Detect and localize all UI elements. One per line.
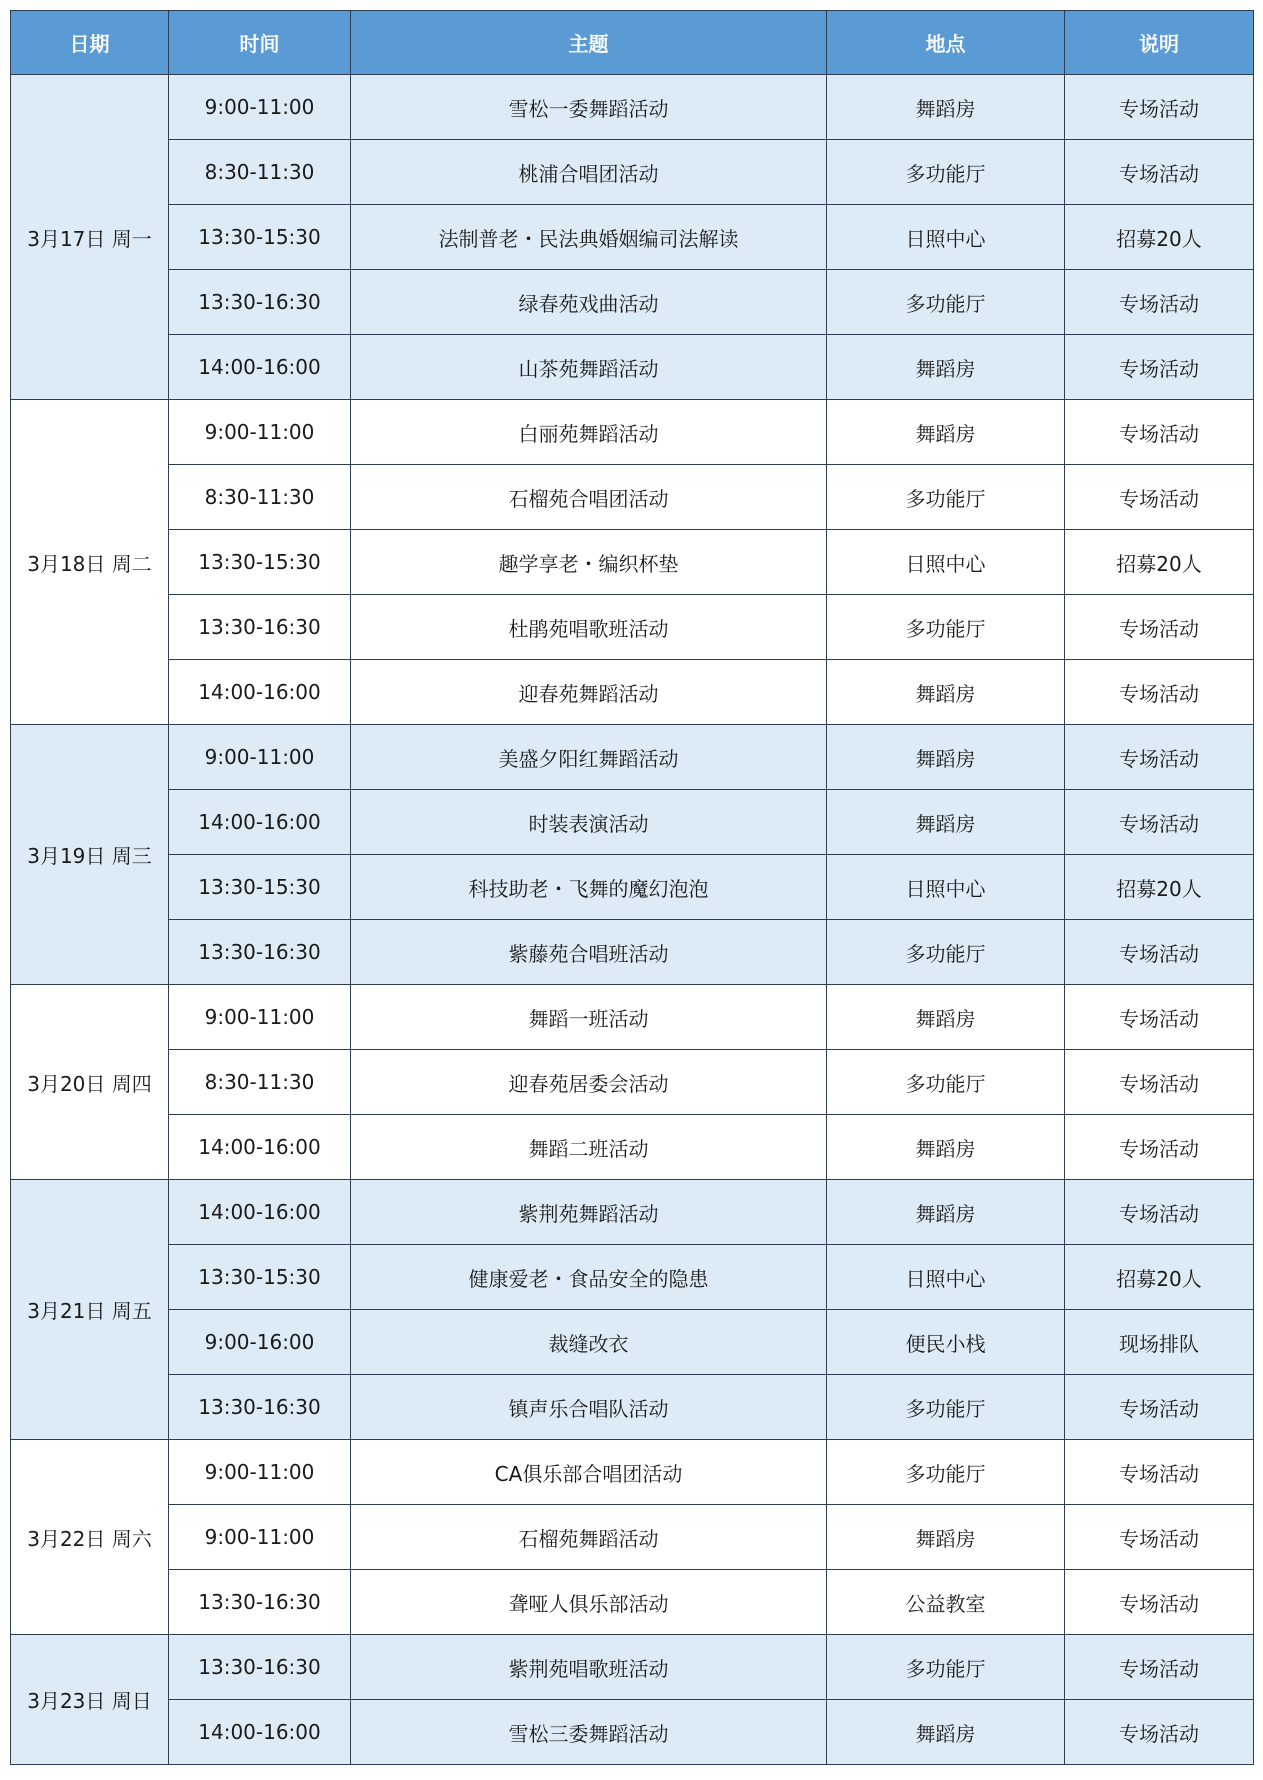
topic-cell: 紫荆苑唱歌班活动 — [351, 1635, 827, 1700]
place-cell: 舞蹈房 — [827, 660, 1065, 725]
table-row — [11, 985, 1254, 1050]
topic-cell: 镇声乐合唱队活动 — [351, 1375, 827, 1440]
note-cell: 专场活动 — [1065, 1050, 1254, 1115]
time-cell: 8:30-11:30 — [169, 140, 351, 205]
topic-cell: 紫荆苑舞蹈活动 — [351, 1180, 827, 1245]
topic-cell: 白丽苑舞蹈活动 — [351, 400, 827, 465]
table-row — [11, 660, 1254, 725]
time-cell: 13:30-15:30 — [169, 530, 351, 595]
topic-cell: 裁缝改衣 — [351, 1310, 827, 1375]
time-cell: 13:30-16:30 — [169, 1570, 351, 1635]
place-cell: 多功能厅 — [827, 140, 1065, 205]
activity-schedule-table — [10, 10, 1254, 1765]
time-cell: 8:30-11:30 — [169, 1050, 351, 1115]
note-cell: 专场活动 — [1065, 140, 1254, 205]
time-cell: 13:30-16:30 — [169, 595, 351, 660]
place-cell: 舞蹈房 — [827, 1700, 1065, 1765]
table-row — [11, 595, 1254, 660]
note-cell: 专场活动 — [1065, 725, 1254, 790]
time-cell: 13:30-16:30 — [169, 1635, 351, 1700]
topic-cell: 绿春苑戏曲活动 — [351, 270, 827, 335]
table-row — [11, 1050, 1254, 1115]
place-cell: 多功能厅 — [827, 595, 1065, 660]
table-row — [11, 270, 1254, 335]
time-cell: 13:30-16:30 — [169, 270, 351, 335]
table-row — [11, 1375, 1254, 1440]
header-note: 说明 — [1065, 11, 1254, 75]
time-cell: 13:30-15:30 — [169, 1245, 351, 1310]
time-cell: 9:00-11:00 — [169, 1440, 351, 1505]
date-cell: 3月23日 周日 — [11, 1635, 169, 1765]
note-cell: 专场活动 — [1065, 1505, 1254, 1570]
note-cell: 专场活动 — [1065, 1570, 1254, 1635]
time-cell: 14:00-16:00 — [169, 335, 351, 400]
table-row — [11, 465, 1254, 530]
time-cell: 14:00-16:00 — [169, 660, 351, 725]
topic-cell: 石榴苑合唱团活动 — [351, 465, 827, 530]
topic-cell: 山茶苑舞蹈活动 — [351, 335, 827, 400]
topic-cell: 美盛夕阳红舞蹈活动 — [351, 725, 827, 790]
place-cell: 舞蹈房 — [827, 75, 1065, 140]
topic-cell: 法制普老・民法典婚姻编司法解读 — [351, 205, 827, 270]
place-cell: 舞蹈房 — [827, 400, 1065, 465]
header-row — [11, 11, 1254, 75]
place-cell: 多功能厅 — [827, 1635, 1065, 1700]
time-cell: 9:00-11:00 — [169, 75, 351, 140]
place-cell: 多功能厅 — [827, 270, 1065, 335]
table-row — [11, 75, 1254, 140]
topic-cell: 健康爱老・食品安全的隐患 — [351, 1245, 827, 1310]
time-cell: 14:00-16:00 — [169, 1115, 351, 1180]
place-cell: 舞蹈房 — [827, 985, 1065, 1050]
note-cell: 招募20人 — [1065, 1245, 1254, 1310]
date-cell: 3月17日 周一 — [11, 75, 169, 400]
topic-cell: 杜鹃苑唱歌班活动 — [351, 595, 827, 660]
header-date: 日期 — [11, 11, 169, 75]
note-cell: 专场活动 — [1065, 660, 1254, 725]
time-cell: 14:00-16:00 — [169, 1700, 351, 1765]
time-cell: 13:30-16:30 — [169, 920, 351, 985]
place-cell: 多功能厅 — [827, 1050, 1065, 1115]
topic-cell: 聋哑人俱乐部活动 — [351, 1570, 827, 1635]
topic-cell: 紫藤苑合唱班活动 — [351, 920, 827, 985]
table-row — [11, 1245, 1254, 1310]
note-cell: 专场活动 — [1065, 335, 1254, 400]
date-cell: 3月19日 周三 — [11, 725, 169, 985]
table-row — [11, 920, 1254, 985]
table-row — [11, 855, 1254, 920]
place-cell: 日照中心 — [827, 1245, 1065, 1310]
place-cell: 日照中心 — [827, 530, 1065, 595]
schedule-body — [11, 75, 1254, 1765]
table-row — [11, 530, 1254, 595]
topic-cell: 趣学享老・编织杯垫 — [351, 530, 827, 595]
topic-cell: CA俱乐部合唱团活动 — [351, 1440, 827, 1505]
header-time: 时间 — [169, 11, 351, 75]
time-cell: 13:30-16:30 — [169, 1375, 351, 1440]
note-cell: 专场活动 — [1065, 1440, 1254, 1505]
place-cell: 多功能厅 — [827, 920, 1065, 985]
time-cell: 9:00-16:00 — [169, 1310, 351, 1375]
time-cell: 9:00-11:00 — [169, 400, 351, 465]
topic-cell: 科技助老・飞舞的魔幻泡泡 — [351, 855, 827, 920]
time-cell: 14:00-16:00 — [169, 790, 351, 855]
place-cell: 舞蹈房 — [827, 335, 1065, 400]
topic-cell: 雪松一委舞蹈活动 — [351, 75, 827, 140]
time-cell: 9:00-11:00 — [169, 1505, 351, 1570]
note-cell: 现场排队 — [1065, 1310, 1254, 1375]
note-cell: 招募20人 — [1065, 855, 1254, 920]
time-cell: 8:30-11:30 — [169, 465, 351, 530]
place-cell: 舞蹈房 — [827, 790, 1065, 855]
topic-cell: 石榴苑舞蹈活动 — [351, 1505, 827, 1570]
time-cell: 13:30-15:30 — [169, 205, 351, 270]
place-cell: 舞蹈房 — [827, 1505, 1065, 1570]
note-cell: 专场活动 — [1065, 1700, 1254, 1765]
note-cell: 专场活动 — [1065, 270, 1254, 335]
note-cell: 专场活动 — [1065, 400, 1254, 465]
table-row — [11, 1440, 1254, 1505]
place-cell: 多功能厅 — [827, 465, 1065, 530]
note-cell: 专场活动 — [1065, 1115, 1254, 1180]
place-cell: 日照中心 — [827, 855, 1065, 920]
table-row — [11, 205, 1254, 270]
place-cell: 舞蹈房 — [827, 1180, 1065, 1245]
table-row — [11, 140, 1254, 205]
table-row — [11, 1180, 1254, 1245]
place-cell: 便民小栈 — [827, 1310, 1065, 1375]
note-cell: 专场活动 — [1065, 465, 1254, 530]
table-row — [11, 1700, 1254, 1765]
table-row — [11, 725, 1254, 790]
date-cell: 3月21日 周五 — [11, 1180, 169, 1440]
table-row — [11, 1505, 1254, 1570]
note-cell: 专场活动 — [1065, 595, 1254, 660]
table-row — [11, 1115, 1254, 1180]
table-row — [11, 400, 1254, 465]
time-cell: 9:00-11:00 — [169, 985, 351, 1050]
note-cell: 专场活动 — [1065, 75, 1254, 140]
note-cell: 专场活动 — [1065, 920, 1254, 985]
note-cell: 专场活动 — [1065, 985, 1254, 1050]
topic-cell: 迎春苑居委会活动 — [351, 1050, 827, 1115]
topic-cell: 雪松三委舞蹈活动 — [351, 1700, 827, 1765]
note-cell: 专场活动 — [1065, 1375, 1254, 1440]
topic-cell: 舞蹈二班活动 — [351, 1115, 827, 1180]
note-cell: 专场活动 — [1065, 1180, 1254, 1245]
note-cell: 招募20人 — [1065, 205, 1254, 270]
topic-cell: 迎春苑舞蹈活动 — [351, 660, 827, 725]
note-cell: 专场活动 — [1065, 790, 1254, 855]
time-cell: 13:30-15:30 — [169, 855, 351, 920]
note-cell: 招募20人 — [1065, 530, 1254, 595]
place-cell: 舞蹈房 — [827, 725, 1065, 790]
topic-cell: 舞蹈一班活动 — [351, 985, 827, 1050]
header-place: 地点 — [827, 11, 1065, 75]
table-row — [11, 1635, 1254, 1700]
schedule-container — [10, 10, 1253, 1765]
time-cell: 9:00-11:00 — [169, 725, 351, 790]
place-cell: 多功能厅 — [827, 1440, 1065, 1505]
header-topic: 主题 — [351, 11, 827, 75]
table-row — [11, 1310, 1254, 1375]
table-row — [11, 790, 1254, 855]
note-cell: 专场活动 — [1065, 1635, 1254, 1700]
date-cell: 3月22日 周六 — [11, 1440, 169, 1635]
date-cell: 3月18日 周二 — [11, 400, 169, 725]
topic-cell: 桃浦合唱团活动 — [351, 140, 827, 205]
time-cell: 14:00-16:00 — [169, 1180, 351, 1245]
table-row — [11, 335, 1254, 400]
place-cell: 公益教室 — [827, 1570, 1065, 1635]
date-cell: 3月20日 周四 — [11, 985, 169, 1180]
place-cell: 日照中心 — [827, 205, 1065, 270]
topic-cell: 时装表演活动 — [351, 790, 827, 855]
table-row — [11, 1570, 1254, 1635]
place-cell: 多功能厅 — [827, 1375, 1065, 1440]
place-cell: 舞蹈房 — [827, 1115, 1065, 1180]
